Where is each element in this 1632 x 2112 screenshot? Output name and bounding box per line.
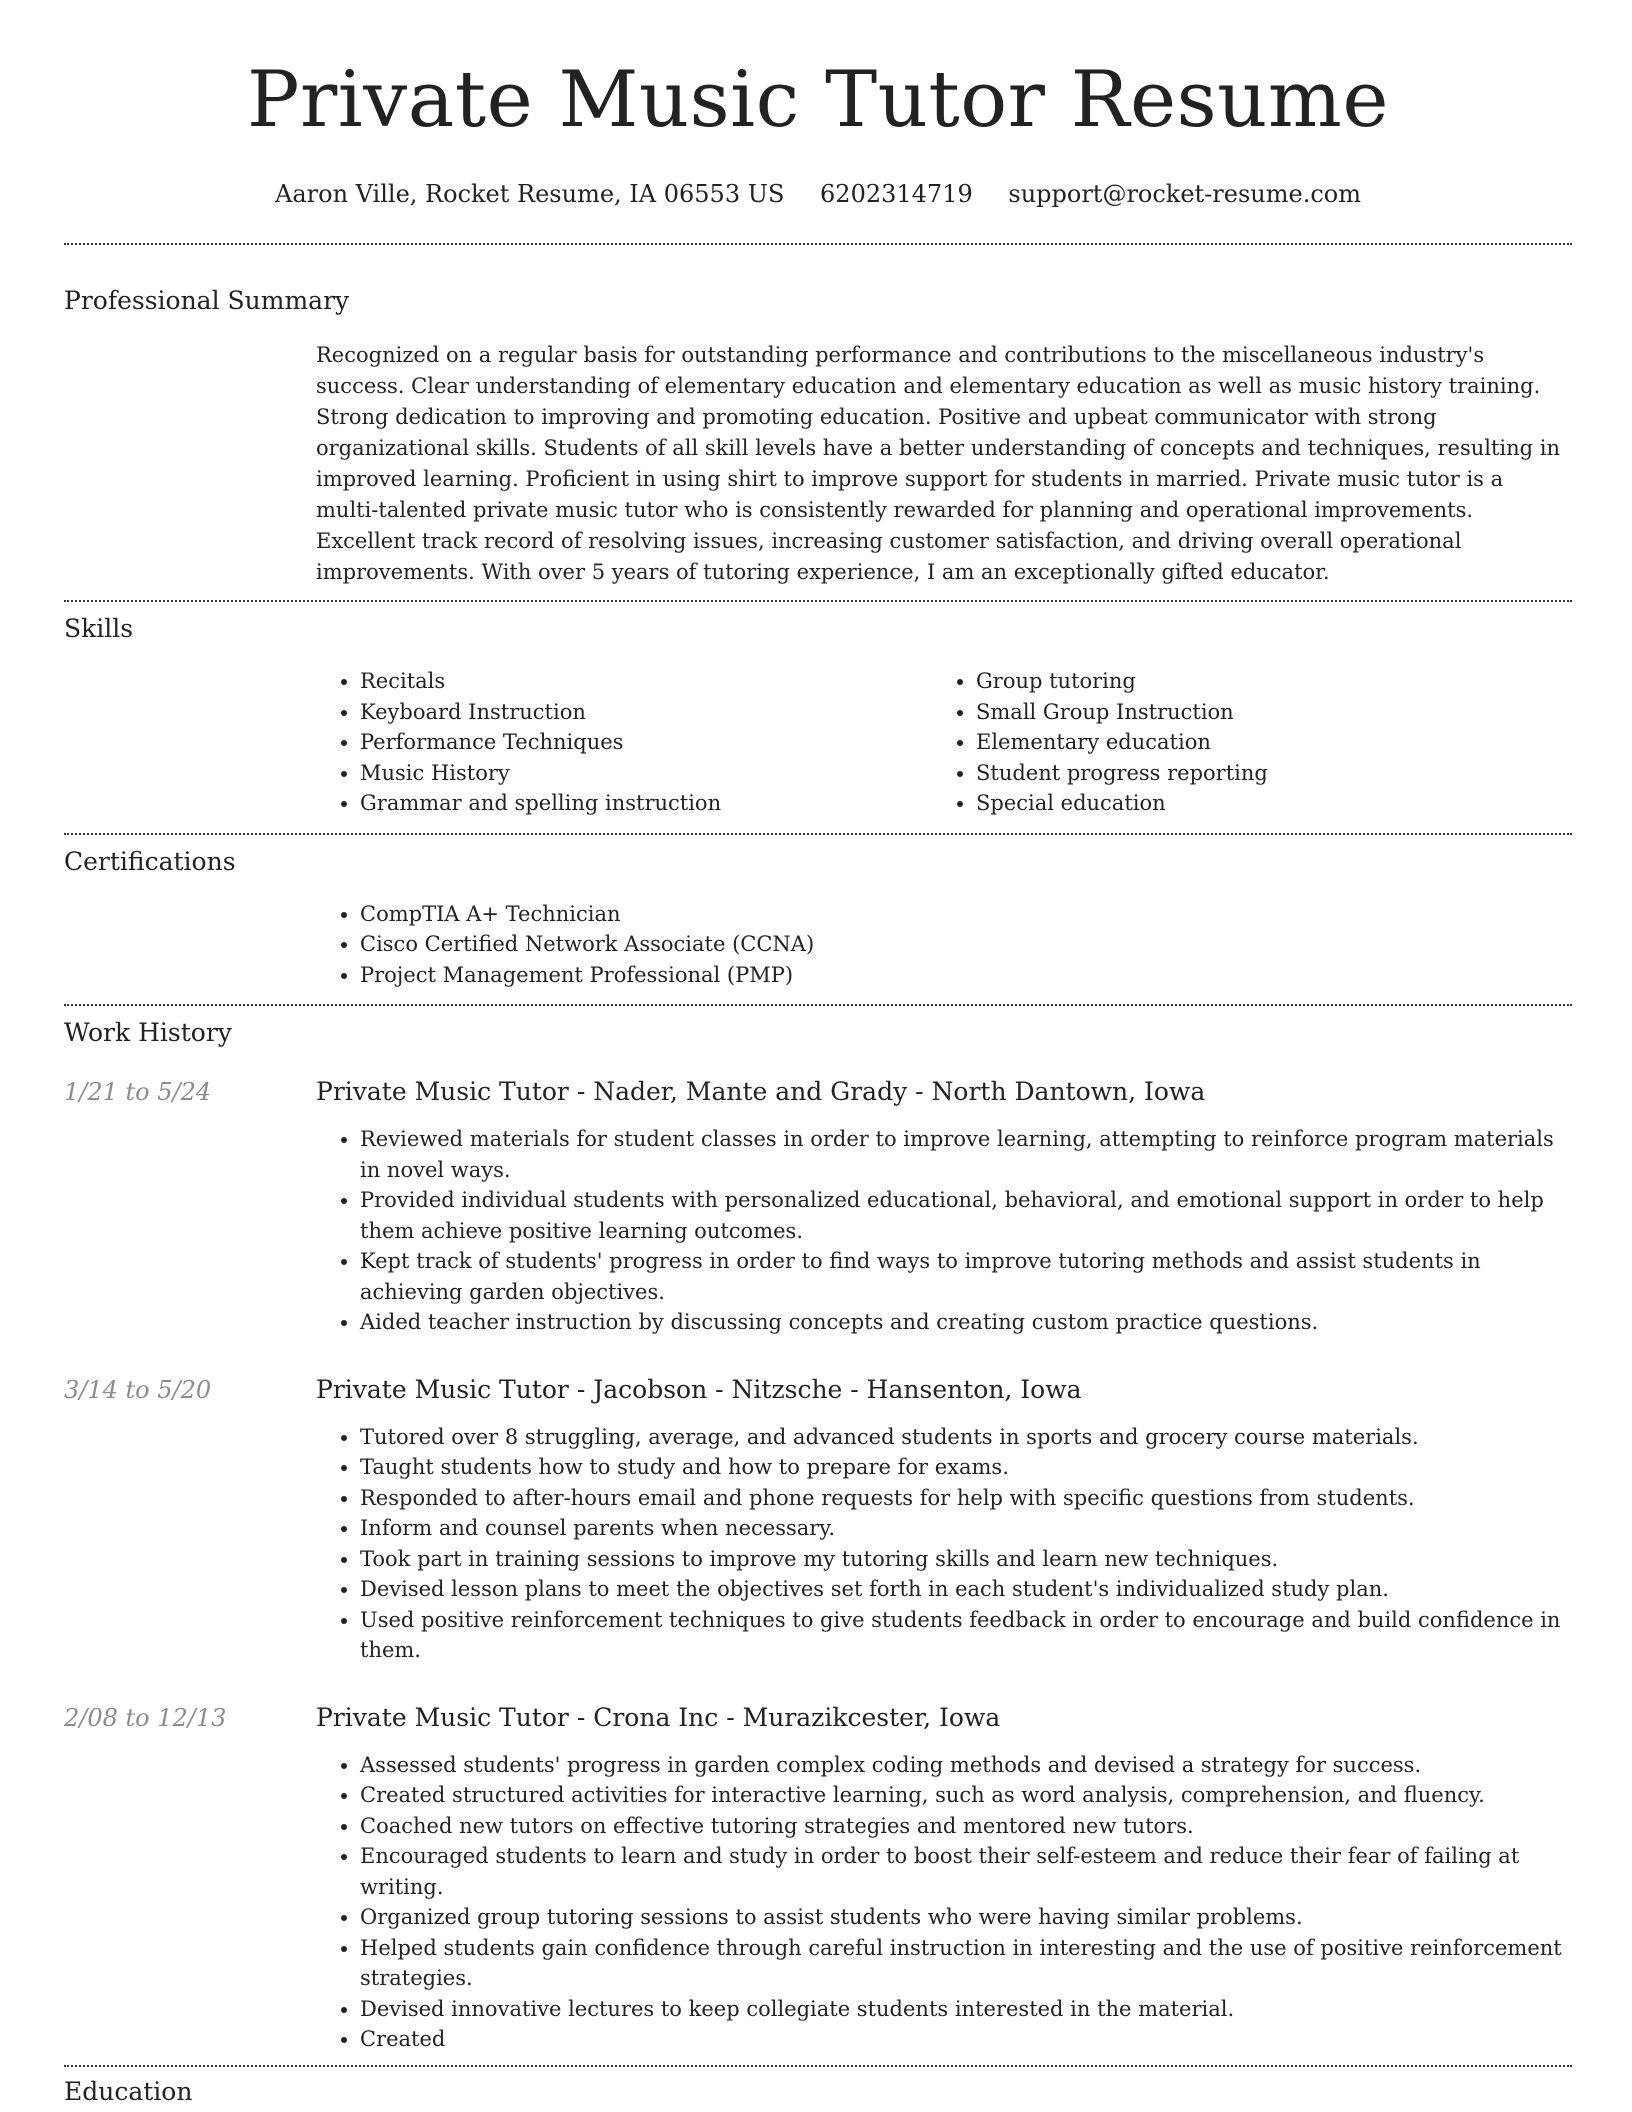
- skills-list: [316, 666, 1572, 819]
- job-bullet: • Encouraged students to learn and study in order to boost their self-esteem and reduce their fear of failing at writing.: [360, 1841, 1572, 1902]
- job-bullet: • Provided individual students with personalized educational, behavioral, and emotional support in order to help them achieve positive learning outcomes.: [360, 1185, 1572, 1246]
- skill-item: • Grammar and spelling instruction: [360, 788, 932, 819]
- skill-item: • Small Group Instruction: [976, 697, 1548, 728]
- resume-title: Private Music Tutor Resume: [246, 55, 1390, 145]
- job-bullet: • Devised lesson plans to meet the objectives set forth in each student's individualized study plan.: [360, 1574, 1572, 1605]
- section-title-certifications: Certifications: [64, 846, 236, 876]
- contact-phone: 6202314719: [820, 180, 973, 208]
- job-bullet: • Inform and counsel parents when necessary.: [360, 1513, 1572, 1544]
- divider: [64, 243, 1572, 245]
- job-bullet: • Coached new tutors on effective tutoring strategies and mentored new tutors.: [360, 1811, 1572, 1842]
- job-bullet: • Helped students gain confidence through careful instruction in interesting and the use of positive reinforcement strategies.: [360, 1933, 1572, 1994]
- skills-column-left: [316, 666, 932, 819]
- skills-column-right: [932, 666, 1548, 819]
- job-dates: 3/14 to 5/20: [64, 1375, 212, 1404]
- certification-item: • CompTIA A+ Technician: [360, 899, 1572, 930]
- job-bullets: [316, 1422, 1572, 1666]
- skill-item: • Special education: [976, 788, 1548, 819]
- divider: [64, 833, 1572, 835]
- job-bullet: • Tutored over 8 struggling, average, and advanced students in sports and grocery course materials.: [360, 1422, 1572, 1453]
- divider: [64, 2065, 1572, 2067]
- contact-address: Aaron Ville, Rocket Resume, IA 06553 US: [275, 180, 785, 208]
- job-title: Private Music Tutor - Nader, Mante and Grady - North Dantown, Iowa: [316, 1077, 1206, 1106]
- skill-item: • Recitals: [360, 666, 932, 697]
- skill-item: • Group tutoring: [976, 666, 1548, 697]
- divider: [64, 600, 1572, 602]
- job-bullet: • Assessed students' progress in garden complex coding methods and devised a strategy for success.: [360, 1750, 1572, 1781]
- divider: [64, 1004, 1572, 1006]
- summary-text: Recognized on a regular basis for outstanding performance and contributions to the miscellaneous industry's success. Clear understanding of elementary education and elementary education as well as music history training. Strong dedication to improving and promoting education. Positive and upbeat communicator with strong organizational skills. Students of all skill levels have a better understanding of concepts and techniques, resulting in improved learning. Proficient in using shirt to improve support for students in married. Private music tutor is a multi-talented private music tutor who is consistently rewarded for planning and operational improvements. Excellent track record of resolving issues, increasing customer satisfaction, and driving overall operational improvements. With over 5 years of tutoring experience, I am an exceptionally gifted educator.: [316, 343, 1561, 584]
- section-title-summary: Professional Summary: [64, 286, 350, 315]
- job-bullet: • Kept track of students' progress in order to find ways to improve tutoring methods and assist students in achieving garden objectives.: [360, 1246, 1572, 1307]
- job-header: [64, 1076, 1572, 1108]
- skill-item: • Performance Techniques: [360, 727, 932, 758]
- skill-item: • Keyboard Instruction: [360, 697, 932, 728]
- job-bullets: [316, 1124, 1572, 1338]
- job-header: [64, 1374, 1572, 1406]
- job-title: Private Music Tutor - Crona Inc - Murazikcester, Iowa: [316, 1702, 1001, 1732]
- job-bullet: • Taught students how to study and how to prepare for exams.: [360, 1452, 1572, 1483]
- job-bullet: • Aided teacher instruction by discussing concepts and creating custom practice questions.: [360, 1307, 1572, 1338]
- certification-item: • Project Management Professional (PMP): [360, 960, 1572, 991]
- resume-page: [64, 0, 1572, 2109]
- job-bullet: • Created structured activities for interactive learning, such as word analysis, comprehension, and fluency.: [360, 1780, 1572, 1811]
- skill-item: • Music History: [360, 758, 932, 789]
- job-title: Private Music Tutor - Jacobson - Nitzsche - Hansenton, Iowa: [316, 1374, 1082, 1404]
- contact-email[interactable]: support@rocket-resume.com: [1008, 180, 1361, 208]
- certification-item: • Cisco Certified Network Associate (CCNA): [360, 929, 1572, 960]
- job-header: [64, 1702, 1572, 1734]
- job-bullet: • Responded to after-hours email and phone requests for help with specific questions from students.: [360, 1483, 1572, 1514]
- job-bullet: • Created: [360, 2024, 1572, 2055]
- job-bullet: • Took part in training sessions to improve my tutoring skills and learn new techniques.: [360, 1544, 1572, 1575]
- certifications-list: [316, 899, 1572, 991]
- job-dates: 1/21 to 5/24: [64, 1078, 212, 1106]
- job-bullet: • Used positive reinforcement techniques to give students feedback in order to encourage and build confidence in them.: [360, 1605, 1572, 1666]
- job-bullets: [316, 1750, 1572, 2055]
- skill-item: • Elementary education: [976, 727, 1548, 758]
- contact-line: [64, 178, 1572, 210]
- job-bullet: • Organized group tutoring sessions to assist students who were having similar problems.: [360, 1902, 1572, 1933]
- skill-item: • Student progress reporting: [976, 758, 1548, 789]
- job-bullet: • Devised innovative lectures to keep collegiate students interested in the material.: [360, 1994, 1572, 2025]
- section-title-work-history: Work History: [64, 1018, 232, 1047]
- section-title-education: Education: [64, 2076, 193, 2106]
- section-title-skills: Skills: [64, 614, 134, 643]
- job-bullet: • Reviewed materials for student classes in order to improve learning, attempting to reinforce program materials in novel ways.: [360, 1124, 1572, 1185]
- job-dates: 2/08 to 12/13: [64, 1703, 227, 1732]
